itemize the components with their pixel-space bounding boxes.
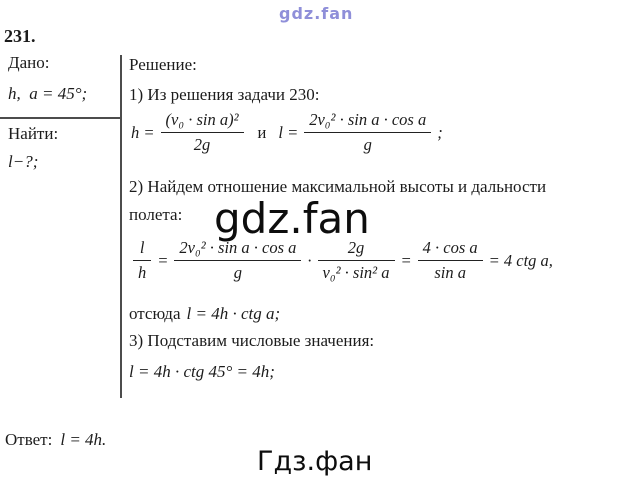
formula2-fraction3-numerator: 4 · cos a bbox=[418, 238, 483, 261]
formula1-l-lhs: l = bbox=[278, 122, 299, 142]
find-label: Найти: bbox=[8, 124, 59, 143]
formula2-fraction-2 bbox=[318, 238, 395, 283]
formula2-ratio-numerator: l bbox=[133, 238, 151, 261]
answer-label: Ответ: bbox=[5, 430, 53, 449]
formula2-tail: = 4 ctg a, bbox=[488, 250, 553, 270]
solution-step3-text: 3) Подставим числовые значения: bbox=[129, 331, 375, 350]
formula1-l-denominator: g bbox=[363, 135, 372, 154]
formula2-ratio-fraction bbox=[133, 238, 151, 283]
formula1-l-numerator: 2v₀² · sin a · cos a bbox=[304, 110, 431, 133]
answer-line bbox=[5, 430, 106, 450]
formula2-ratio-denominator: h bbox=[138, 263, 147, 282]
formula1-l-fraction bbox=[304, 110, 431, 155]
formula2-fraction2-numerator: 2g bbox=[318, 238, 395, 261]
formula2-fraction-3 bbox=[418, 238, 483, 283]
formula2-equals-1: = bbox=[157, 250, 169, 270]
formula1-h-denominator: 2g bbox=[193, 135, 211, 154]
formula2-multiply-dot: · bbox=[307, 250, 312, 270]
given-find-divider bbox=[0, 117, 121, 119]
formula2-fraction2-denominator: v₀² · sin² a bbox=[322, 263, 390, 282]
formula1-tail: ; bbox=[437, 122, 443, 142]
watermark-top: gdz.fan bbox=[279, 4, 354, 23]
formula2-fraction-1 bbox=[174, 238, 301, 283]
formula1-h-numerator: (v₀ · sin a)² bbox=[161, 110, 244, 133]
conclusion-prefix: отсюда bbox=[129, 304, 181, 323]
formula-step3: l = 4h · ctg 45° = 4h; bbox=[129, 362, 275, 381]
solution-step1-text: 1) Из решения задачи 230: bbox=[129, 85, 320, 104]
formula1-h-fraction bbox=[161, 110, 244, 155]
find-value: l−?; bbox=[8, 152, 39, 171]
solution-step2-text-line2: полета: bbox=[129, 205, 183, 224]
formula2-fraction1-numerator: 2v₀² · sin a · cos a bbox=[174, 238, 301, 261]
watermark-middle: gdz.fan bbox=[214, 194, 370, 243]
solution-step2-text-line1: 2) Найдем отношение максимальной высоты и дальности bbox=[129, 177, 547, 196]
watermark-bottom: Гдз.фан bbox=[257, 446, 373, 477]
formula2-fraction1-denominator: g bbox=[233, 263, 243, 282]
formula2-equals-2: = bbox=[400, 250, 412, 270]
formula1-conjunction: и bbox=[257, 122, 267, 142]
given-value: h, a = 45°; bbox=[8, 84, 88, 103]
formula2-fraction3-denominator: sin a bbox=[434, 263, 466, 282]
problem-number: 231. bbox=[4, 26, 36, 46]
column-divider bbox=[120, 55, 122, 398]
answer-value: l = 4h. bbox=[60, 430, 107, 449]
solution-conclusion bbox=[129, 304, 280, 324]
formula-step1 bbox=[129, 110, 445, 155]
formula-step2 bbox=[129, 238, 555, 283]
formula1-h-lhs: h = bbox=[131, 122, 155, 142]
given-label: Дано: bbox=[8, 53, 50, 72]
solution-title: Решение: bbox=[129, 55, 197, 74]
conclusion-math: l = 4h · ctg a; bbox=[186, 304, 281, 323]
